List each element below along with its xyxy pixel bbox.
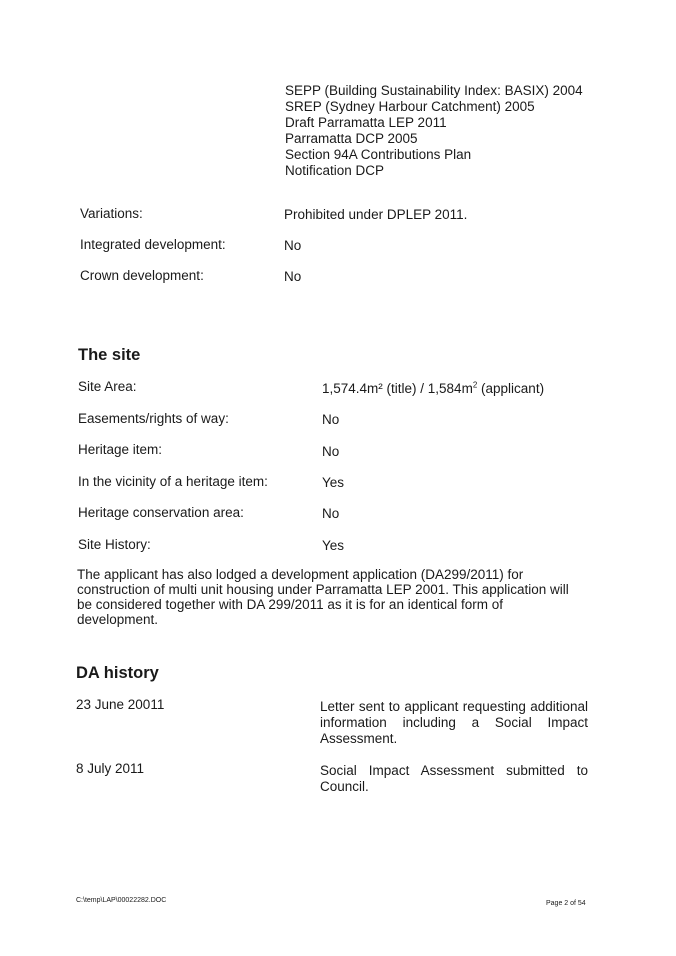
site-area-superscript: 2	[472, 380, 478, 390]
crown-value: No	[284, 269, 302, 284]
policy-item: Section 94A Contributions Plan	[285, 147, 472, 162]
site-history-value: Yes	[322, 538, 345, 553]
variations-label: Variations:	[80, 206, 143, 221]
conservation-area-value: No	[322, 506, 340, 521]
footer-page-number: Page 2 of 54	[546, 900, 586, 907]
easements-label: Easements/rights of way:	[78, 411, 229, 426]
heritage-item-value: No	[322, 444, 340, 459]
footer-file-path: C:\temp\LAP\00022282.DOC	[76, 897, 167, 904]
heritage-item-label: Heritage item:	[78, 442, 163, 457]
policy-item: Parramatta DCP 2005	[285, 131, 418, 146]
site-paragraph: The applicant has also lodged a development application (DA299/2011) for construction of multi unit housing under Parramatta LEP 2001. This application will be considered together with DA 299/2011 as it is for an identical form of development.	[77, 567, 569, 627]
crown-label: Crown development:	[80, 268, 204, 283]
heritage-vicinity-label: In the vicinity of a heritage item:	[78, 474, 268, 489]
policy-item: SEPP (Building Sustainability Index: BASIX) 2004	[285, 83, 583, 98]
history-text: Letter sent to applicant requesting additional information including a Social Impact Assessment.	[320, 699, 588, 746]
site-history-label: Site History:	[78, 537, 151, 552]
site-area-value	[322, 381, 544, 397]
history-text: Social Impact Assessment submitted to Council.	[320, 763, 588, 794]
heritage-vicinity-value: Yes	[322, 475, 345, 490]
integrated-label: Integrated development:	[80, 237, 226, 252]
policy-item: Notification DCP	[285, 163, 385, 178]
history-date: 8 July 2011	[76, 761, 145, 776]
site-heading: The site	[78, 346, 141, 364]
policies-list	[285, 83, 583, 179]
history-date: 23 June 20011	[76, 697, 165, 712]
policy-item: Draft Parramatta LEP 2011	[285, 115, 447, 130]
easements-value: No	[322, 412, 340, 427]
integrated-value: No	[284, 238, 302, 253]
conservation-area-label: Heritage conservation area:	[78, 505, 244, 520]
policy-item: SREP (Sydney Harbour Catchment) 2005	[285, 99, 535, 114]
site-area-suffix: (applicant)	[477, 381, 545, 396]
da-history-heading: DA history	[76, 664, 159, 682]
site-area-label: Site Area:	[78, 379, 137, 394]
variations-value: Prohibited under DPLEP 2011.	[284, 207, 468, 222]
site-area-main: 1,574.4m² (title) / 1,584m	[322, 381, 473, 396]
